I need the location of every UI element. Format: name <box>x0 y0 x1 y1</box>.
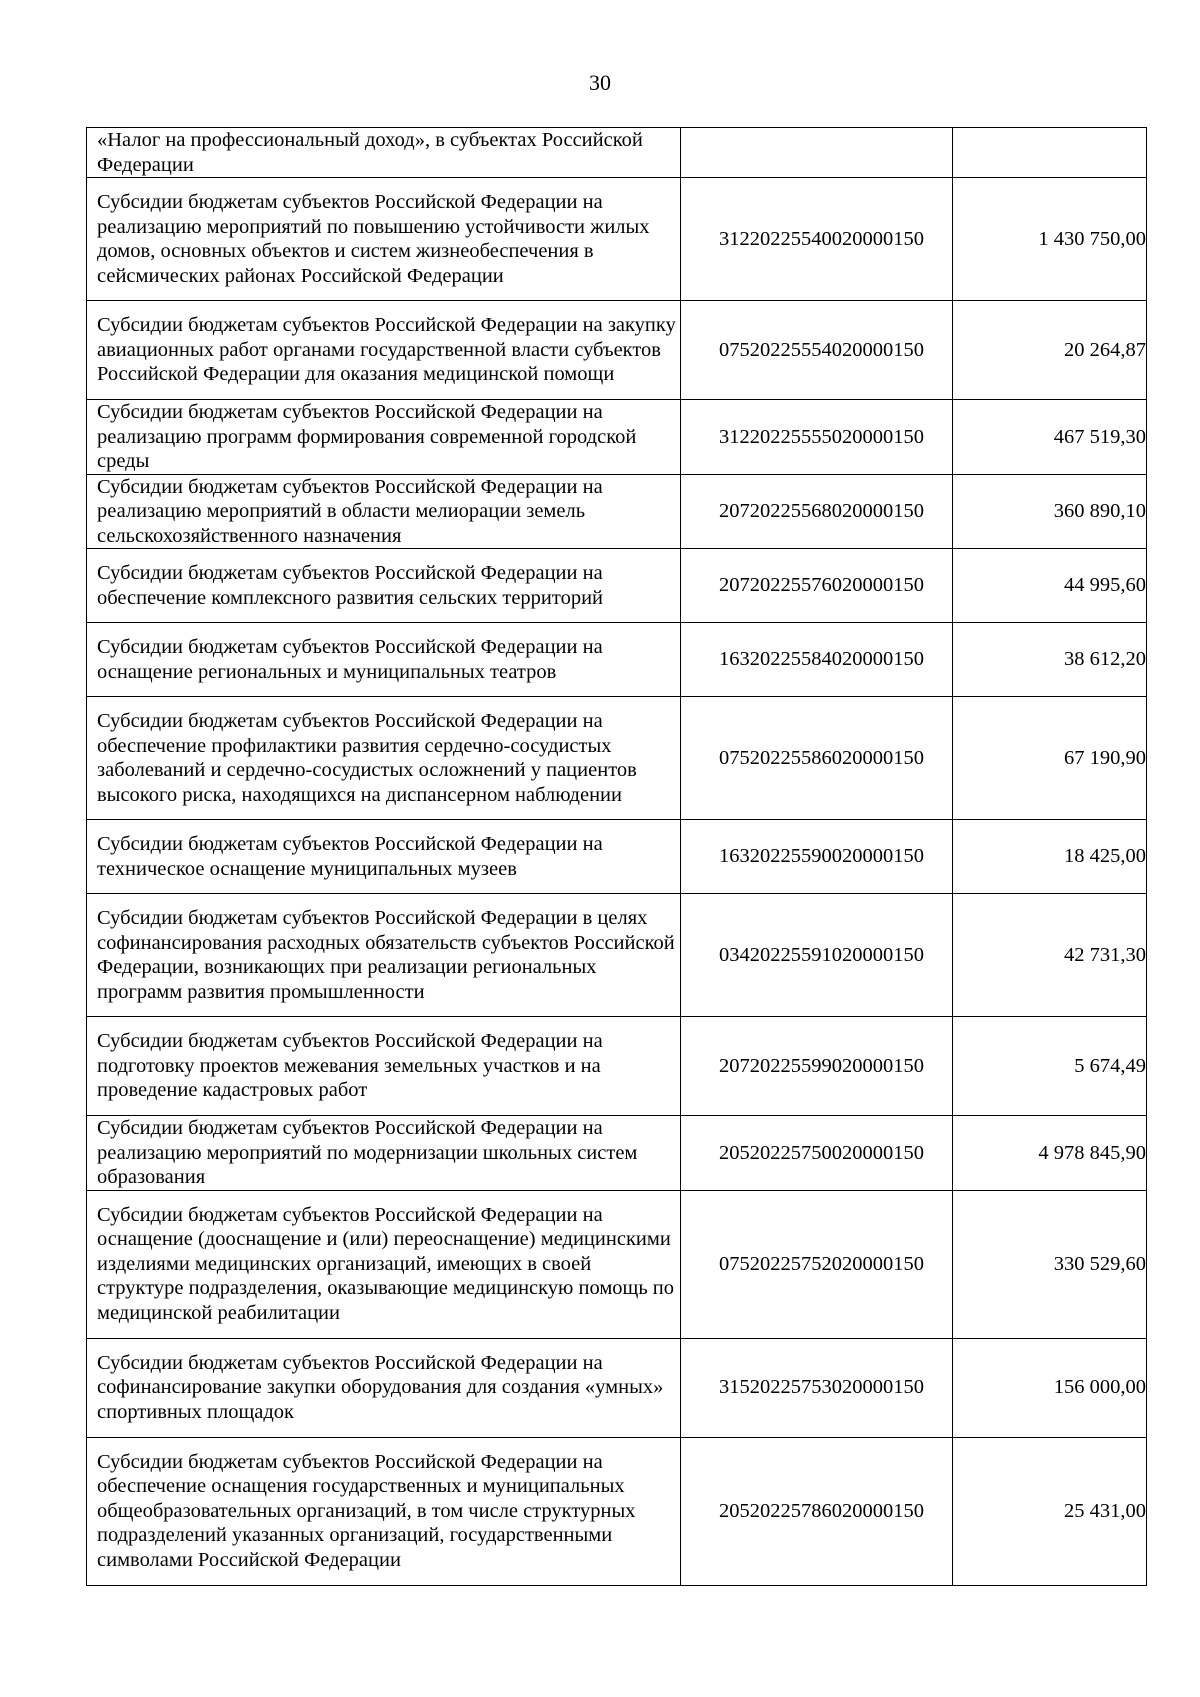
budget-code-cell: 20520225750020000150 <box>681 1116 953 1191</box>
amount-cell: 1 430 750,00 <box>953 178 1147 301</box>
amount-cell: 25 431,00 <box>953 1437 1147 1585</box>
revenue-name-cell: Субсидии бюджетам субъектов Российской Федерации на подготовку проектов межевания земельных участков и на проведение кадастровых работ <box>87 1017 681 1116</box>
budget-code-cell: 16320225584020000150 <box>681 623 953 697</box>
revenue-name-cell: «Налог на профессиональный доход», в субъектах Российской Федерации <box>87 128 681 178</box>
table-row <box>87 1190 1147 1338</box>
page-number: 30 <box>589 70 611 95</box>
budget-code-cell: 20520225786020000150 <box>681 1437 953 1585</box>
revenue-name-cell: Субсидии бюджетам субъектов Российской Федерации на оснащение (дооснащение и (или) переоснащение) медицинскими изделиями медицинских организаций, имеющих в своей структуре подразделения, оказывающие медицинскую помощь по медицинской реабилитации <box>87 1190 681 1338</box>
table-row <box>87 697 1147 820</box>
budget-code-cell: 31520225753020000150 <box>681 1338 953 1437</box>
amount-cell <box>953 128 1147 178</box>
table-row <box>87 301 1147 400</box>
budget-code-cell: 31220225555020000150 <box>681 400 953 475</box>
revenue-name-cell: Субсидии бюджетам субъектов Российской Федерации в целях софинансирования расходных обязательств субъектов Российской Федерации, возникающих при реализации региональных программ развития промышленности <box>87 894 681 1017</box>
revenue-name-cell: Субсидии бюджетам субъектов Российской Федерации на обеспечение комплексного развития сельских территорий <box>87 549 681 623</box>
amount-cell: 42 731,30 <box>953 894 1147 1017</box>
amount-cell: 360 890,10 <box>953 474 1147 549</box>
table-row <box>87 400 1147 475</box>
budget-code-cell: 31220225540020000150 <box>681 178 953 301</box>
budget-table <box>86 127 1147 1586</box>
revenue-name-cell: Субсидии бюджетам субъектов Российской Федерации на реализацию мероприятий по повышению устойчивости жилых домов, основных объектов и систем жизнеобеспечения в сейсмических районах Российской Федерации <box>87 178 681 301</box>
revenue-name-cell: Субсидии бюджетам субъектов Российской Федерации на реализацию мероприятий в области мелиорации земель сельскохозяйственного назначения <box>87 474 681 549</box>
budget-code-cell: 07520225586020000150 <box>681 697 953 820</box>
amount-cell: 156 000,00 <box>953 1338 1147 1437</box>
table-row <box>87 820 1147 894</box>
amount-cell: 67 190,90 <box>953 697 1147 820</box>
revenue-name-cell: Субсидии бюджетам субъектов Российской Федерации на софинансирование закупки оборудования для создания «умных» спортивных площадок <box>87 1338 681 1437</box>
budget-code-cell <box>681 128 953 178</box>
table-row <box>87 894 1147 1017</box>
table-row <box>87 128 1147 178</box>
revenue-name-cell: Субсидии бюджетам субъектов Российской Федерации на закупку авиационных работ органами государственной власти субъектов Российской Федерации для оказания медицинской помощи <box>87 301 681 400</box>
revenue-name-cell: Субсидии бюджетам субъектов Российской Федерации на обеспечение оснащения государственных и муниципальных общеобразовательных организаций, в том числе структурных подразделений указанных организаций, государственными символами Российской Федерации <box>87 1437 681 1585</box>
table-row <box>87 623 1147 697</box>
table-row <box>87 1017 1147 1116</box>
amount-cell: 330 529,60 <box>953 1190 1147 1338</box>
budget-code-cell: 03420225591020000150 <box>681 894 953 1017</box>
amount-cell: 4 978 845,90 <box>953 1116 1147 1191</box>
budget-code-cell: 07520225752020000150 <box>681 1190 953 1338</box>
table-row <box>87 1338 1147 1437</box>
revenue-name-cell: Субсидии бюджетам субъектов Российской Федерации на техническое оснащение муниципальных музеев <box>87 820 681 894</box>
amount-cell: 38 612,20 <box>953 623 1147 697</box>
budget-code-cell: 16320225590020000150 <box>681 820 953 894</box>
revenue-name-cell: Субсидии бюджетам субъектов Российской Федерации на оснащение региональных и муниципальных театров <box>87 623 681 697</box>
budget-code-cell: 07520225554020000150 <box>681 301 953 400</box>
table-row <box>87 1437 1147 1585</box>
budget-code-cell: 20720225599020000150 <box>681 1017 953 1116</box>
amount-cell: 20 264,87 <box>953 301 1147 400</box>
budget-code-cell: 20720225568020000150 <box>681 474 953 549</box>
amount-cell: 467 519,30 <box>953 400 1147 475</box>
revenue-name-cell: Субсидии бюджетам субъектов Российской Федерации на реализацию программ формирования современной городской среды <box>87 400 681 475</box>
table-row <box>87 178 1147 301</box>
table-row <box>87 474 1147 549</box>
budget-code-cell: 20720225576020000150 <box>681 549 953 623</box>
amount-cell: 18 425,00 <box>953 820 1147 894</box>
table-row <box>87 549 1147 623</box>
revenue-name-cell: Субсидии бюджетам субъектов Российской Федерации на обеспечение профилактики развития сердечно-сосудистых заболеваний и сердечно-сосудистых осложнений у пациентов высокого риска, находящихся на диспансерном наблюдении <box>87 697 681 820</box>
amount-cell: 5 674,49 <box>953 1017 1147 1116</box>
table-row <box>87 1116 1147 1191</box>
amount-cell: 44 995,60 <box>953 549 1147 623</box>
revenue-name-cell: Субсидии бюджетам субъектов Российской Федерации на реализацию мероприятий по модернизации школьных систем образования <box>87 1116 681 1191</box>
